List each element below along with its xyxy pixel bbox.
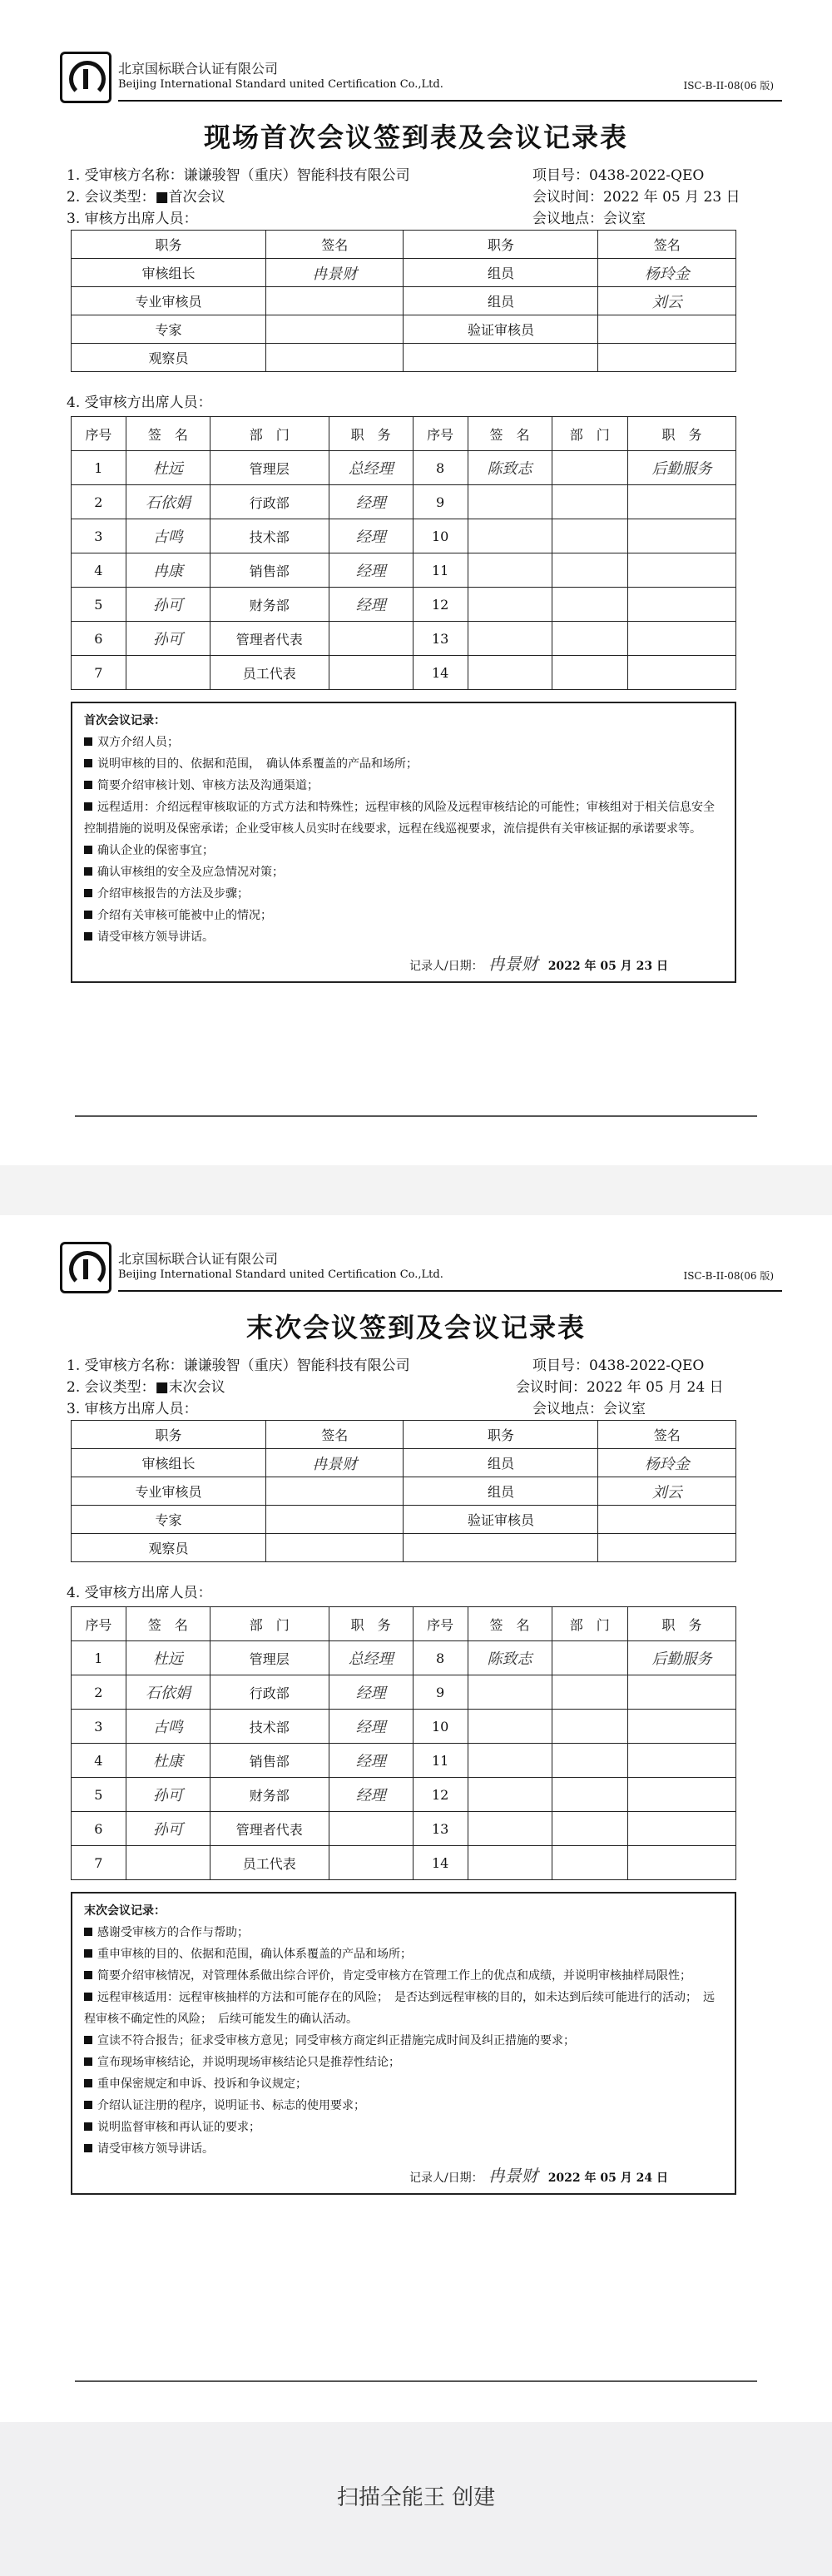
meeting-type: ■首次会议 — [155, 189, 225, 206]
dept-cell: 员工代表 — [210, 1846, 329, 1880]
auditor-label: 3. 审核方出席人员： — [67, 1401, 198, 1417]
dept-cell — [552, 1778, 627, 1812]
seq-cell: 8 — [413, 1641, 468, 1675]
signature-cell: 冉景财 — [265, 259, 404, 287]
signature-cell — [468, 1846, 552, 1880]
seq-cell: 11 — [413, 553, 468, 588]
role-cell — [404, 1534, 598, 1562]
seq-cell: 9 — [413, 1675, 468, 1710]
header-cell: 序号 — [413, 417, 468, 451]
seq-cell: 6 — [72, 1812, 126, 1846]
auditor-table — [71, 230, 736, 372]
position-cell — [329, 622, 413, 656]
project-label: 项目号： — [532, 1357, 589, 1374]
signature-cell: 杜康 — [126, 1744, 210, 1778]
role-cell: 验证审核员 — [404, 315, 598, 344]
meeting-time: 2022 年 05 月 23 日 — [603, 189, 740, 206]
position-cell: 经理 — [329, 588, 413, 622]
dept-cell: 行政部 — [210, 485, 329, 519]
position-cell — [628, 1744, 736, 1778]
record-item: 说明监督审核和再认证的要求； — [84, 2117, 723, 2138]
dept-cell: 技术部 — [210, 1710, 329, 1744]
dept-cell: 技术部 — [210, 519, 329, 553]
meeting-type: ■末次会议 — [155, 1379, 225, 1396]
role-cell: 组员 — [404, 259, 598, 287]
doc-code: ISC-B-II-08(06 版) — [683, 80, 774, 92]
table-row — [72, 259, 736, 287]
recorder-label: 记录人/日期： — [409, 960, 483, 973]
table-row — [72, 1477, 736, 1506]
page-divider — [75, 1115, 757, 1117]
scanner-watermark-footer — [0, 2422, 832, 2576]
signature-cell: 陈致志 — [468, 451, 552, 485]
table-row — [72, 1641, 736, 1675]
dept-cell: 销售部 — [210, 553, 329, 588]
signature-cell — [265, 1534, 404, 1562]
meeting-record-box — [71, 1892, 736, 2195]
header-rule — [118, 1290, 782, 1292]
form-page-1 — [50, 33, 782, 1149]
position-cell — [628, 1846, 736, 1880]
seq-cell: 3 — [72, 1710, 126, 1744]
signature-cell — [598, 1534, 736, 1562]
client-attendees-label: 4. 受审核方出席人员： — [67, 395, 212, 411]
record-item: 重申保密规定和申诉、投诉和争议规定； — [84, 2073, 723, 2095]
signature-cell: 刘云 — [598, 287, 736, 315]
position-cell — [628, 588, 736, 622]
header-cell: 签名 — [598, 231, 736, 259]
client-name: 谦谦骏智（重庆）智能科技有限公司 — [183, 167, 410, 184]
company-logo — [60, 1242, 111, 1293]
auditor-table-header — [72, 1421, 736, 1449]
table-row — [72, 1778, 736, 1812]
position-cell — [628, 622, 736, 656]
seq-cell: 1 — [72, 1641, 126, 1675]
position-cell: 经理 — [329, 1675, 413, 1710]
seq-cell: 8 — [413, 451, 468, 485]
recorder-label: 记录人/日期： — [409, 2171, 483, 2185]
meeting-place: 会议室 — [603, 1401, 646, 1417]
header-cell: 部 门 — [552, 417, 627, 451]
record-item: 说明审核的目的、依据和范围， 确认体系覆盖的产品和场所； — [84, 753, 723, 775]
dept-cell: 销售部 — [210, 1744, 329, 1778]
record-item: 远程适用：介绍远程审核取证的方式方法和特殊性；远程审核的风险及远程审核结论的可能性；审核组对于相关信息安全控制措施的说明及保密承诺；企业受审核人员实时在线要求，远程在线巡视要求，流信提供有关审核证据的承诺要求等。 — [84, 801, 715, 836]
meeting-info — [67, 163, 782, 230]
signature-cell — [468, 553, 552, 588]
scanner-watermark-text: 扫描全能王 创建 — [336, 2485, 496, 2510]
seq-cell: 7 — [72, 656, 126, 690]
client-name: 谦谦骏智（重庆）智能科技有限公司 — [183, 1357, 410, 1374]
seq-cell: 11 — [413, 1744, 468, 1778]
position-cell — [628, 1812, 736, 1846]
role-cell: 专业审核员 — [72, 287, 266, 315]
record-item: 宣布现场审核结论，并说明现场审核结论只是推荐性结论； — [84, 2052, 723, 2073]
client-label: 1. 受审核方名称： — [67, 167, 184, 184]
header-cell: 部 门 — [552, 1607, 627, 1641]
org-name-en: Beijing International Standard united Certification Co.,Ltd. — [118, 78, 443, 91]
seq-cell: 6 — [72, 622, 126, 656]
seq-cell: 7 — [72, 1846, 126, 1880]
page-header — [50, 1223, 782, 1298]
signature-cell: 陈致志 — [468, 1641, 552, 1675]
seq-cell: 14 — [413, 1846, 468, 1880]
signature-cell — [598, 1506, 736, 1534]
signature-cell: 冉康 — [126, 553, 210, 588]
dept-cell — [552, 519, 627, 553]
seq-cell: 2 — [72, 485, 126, 519]
dept-cell: 管理层 — [210, 451, 329, 485]
meeting-time: 2022 年 05 月 24 日 — [587, 1379, 724, 1396]
seq-cell: 10 — [413, 1710, 468, 1744]
table-row — [72, 344, 736, 372]
role-cell: 组员 — [404, 1477, 598, 1506]
dept-cell — [552, 1846, 627, 1880]
record-item: 请受审核方领导讲话。 — [84, 2138, 723, 2160]
signature-cell — [468, 622, 552, 656]
role-cell — [404, 344, 598, 372]
record-item: 介绍认证注册的程序，说明证书、标志的使用要求； — [84, 2095, 723, 2117]
position-cell — [628, 1710, 736, 1744]
record-item: 简要介绍审核情况，对管理体系做出综合评价，肯定受审核方在管理工作上的优点和成绩，并说明审核抽样局限性； — [84, 1965, 723, 1987]
auditor-table-header — [72, 231, 736, 259]
seq-cell: 12 — [413, 1778, 468, 1812]
seq-cell: 5 — [72, 1778, 126, 1812]
header-cell: 签 名 — [126, 417, 210, 451]
time-label: 会议时间： — [532, 189, 603, 206]
client-attendee-table — [71, 416, 736, 690]
dept-cell — [552, 451, 627, 485]
table-row — [72, 1675, 736, 1710]
signature-cell — [468, 485, 552, 519]
signature-cell — [126, 1846, 210, 1880]
seq-cell: 1 — [72, 451, 126, 485]
meeting-record-box — [71, 702, 736, 983]
table-row — [72, 1744, 736, 1778]
record-item: 请受审核方领导讲话。 — [84, 926, 723, 948]
header-cell: 签 名 — [468, 1607, 552, 1641]
position-cell — [329, 1846, 413, 1880]
record-date: 2022 年 05 月 23 日 — [547, 960, 668, 973]
dept-cell: 行政部 — [210, 1675, 329, 1710]
position-cell: 经理 — [329, 519, 413, 553]
page-header — [50, 33, 782, 108]
signature-cell — [598, 344, 736, 372]
form-title: 末次会议签到及会议记录表 — [245, 1312, 586, 1343]
seq-cell: 12 — [413, 588, 468, 622]
signature-cell: 孙可 — [126, 1812, 210, 1846]
dept-cell: 管理者代表 — [210, 622, 329, 656]
project-label: 项目号： — [532, 167, 589, 184]
seq-cell: 9 — [413, 485, 468, 519]
auditor-label: 3. 审核方出席人员： — [67, 211, 198, 227]
seq-cell: 5 — [72, 588, 126, 622]
recorder-signature: 冉景财 — [488, 2166, 538, 2186]
signature-cell — [468, 519, 552, 553]
position-cell: 总经理 — [329, 451, 413, 485]
signature-cell: 杜远 — [126, 1641, 210, 1675]
position-cell: 经理 — [329, 1744, 413, 1778]
table-row — [72, 1534, 736, 1562]
dept-cell — [552, 588, 627, 622]
seq-cell: 13 — [413, 622, 468, 656]
record-item: 双方介绍人员； — [84, 732, 723, 753]
seq-cell: 14 — [413, 656, 468, 690]
dept-cell: 财务部 — [210, 588, 329, 622]
auditor-table — [71, 1420, 736, 1562]
table-row — [72, 1449, 736, 1477]
table-row — [72, 553, 736, 588]
role-cell: 专家 — [72, 1506, 266, 1534]
header-cell: 职 务 — [329, 417, 413, 451]
time-label: 会议时间： — [516, 1379, 587, 1396]
signature-cell — [468, 1744, 552, 1778]
table-row — [72, 1846, 736, 1880]
record-item: 感谢受审核方的合作与帮助； — [84, 1922, 723, 1943]
record-item: 简要介绍审核计划、审核方法及沟通渠道； — [84, 775, 723, 797]
dept-cell: 财务部 — [210, 1778, 329, 1812]
role-cell: 专业审核员 — [72, 1477, 266, 1506]
page-gap — [0, 1165, 832, 1215]
form-page-2 — [50, 1223, 782, 2405]
client-attendee-table — [71, 1606, 736, 1880]
record-item: 宣读不符合报告；征求受审核方意见；同受审核方商定纠正措施完成时间及纠正措施的要求； — [84, 2030, 723, 2052]
position-cell: 经理 — [329, 1710, 413, 1744]
dept-cell — [552, 1744, 627, 1778]
header-cell: 职 务 — [329, 1607, 413, 1641]
seq-cell: 4 — [72, 553, 126, 588]
signature-cell: 古鸣 — [126, 519, 210, 553]
dept-cell — [552, 622, 627, 656]
table-row — [72, 287, 736, 315]
signature-cell — [265, 344, 404, 372]
signature-cell — [468, 588, 552, 622]
record-title: 末次会议记录： — [84, 1904, 166, 1918]
seq-cell: 2 — [72, 1675, 126, 1710]
dept-cell: 管理者代表 — [210, 1812, 329, 1846]
record-date: 2022 年 05 月 24 日 — [547, 2171, 668, 2185]
client-label: 1. 受审核方名称： — [67, 1357, 184, 1374]
role-cell: 观察员 — [72, 344, 266, 372]
client-table-header — [72, 417, 736, 451]
signature-cell — [265, 315, 404, 344]
role-cell: 审核组长 — [72, 259, 266, 287]
position-cell — [628, 485, 736, 519]
record-item: 确认企业的保密事宜； — [84, 840, 723, 861]
header-cell: 职务 — [72, 1421, 266, 1449]
table-row — [72, 1812, 736, 1846]
project-number: 0438-2022-QEO — [589, 167, 705, 184]
signature-cell — [468, 1778, 552, 1812]
header-cell: 职务 — [404, 1421, 598, 1449]
position-cell — [329, 1812, 413, 1846]
signature-cell: 刘云 — [598, 1477, 736, 1506]
record-item: 介绍审核报告的方法及步骤； — [84, 883, 723, 905]
header-rule — [118, 100, 782, 102]
position-cell — [628, 553, 736, 588]
doc-code: ISC-B-II-08(06 版) — [683, 1270, 774, 1282]
record-item: 远程审核适用：远程审核抽样的方法和可能存在的风险； 是否达到远程审核的目的，如未达到后续可能进行的活动； 远程审核不确定性的风险； 后续可能发生的确认活动。 — [84, 1991, 715, 2026]
position-cell: 经理 — [329, 485, 413, 519]
recorder-signature: 冉景财 — [488, 954, 538, 974]
header-cell: 部 门 — [210, 417, 329, 451]
role-cell: 组员 — [404, 1449, 598, 1477]
header-cell: 签名 — [265, 231, 404, 259]
meeting-info — [67, 1353, 782, 1420]
position-cell: 总经理 — [329, 1641, 413, 1675]
signature-cell — [265, 1506, 404, 1534]
signature-cell — [265, 1477, 404, 1506]
form-title: 现场首次会议签到表及会议记录表 — [203, 122, 628, 153]
dept-cell — [552, 553, 627, 588]
header-cell: 签名 — [598, 1421, 736, 1449]
position-cell — [329, 656, 413, 690]
signature-cell — [468, 1675, 552, 1710]
dept-cell — [552, 1812, 627, 1846]
header-cell: 职 务 — [628, 1607, 736, 1641]
client-attendees-label: 4. 受审核方出席人员： — [67, 1585, 212, 1601]
seq-cell: 13 — [413, 1812, 468, 1846]
meeting-place: 会议室 — [603, 211, 646, 227]
record-item: 确认审核组的安全及应急情况对策； — [84, 861, 723, 883]
header-cell: 签 名 — [468, 417, 552, 451]
signature-cell: 冉景财 — [265, 1449, 404, 1477]
signature-cell: 孙可 — [126, 588, 210, 622]
recorder-line — [409, 950, 668, 975]
record-item: 重申审核的目的、依据和范围，确认体系覆盖的产品和场所； — [84, 1943, 723, 1965]
header-cell: 签名 — [265, 1421, 404, 1449]
seq-cell: 4 — [72, 1744, 126, 1778]
signature-cell — [126, 656, 210, 690]
header-cell: 职务 — [404, 231, 598, 259]
signature-cell — [468, 656, 552, 690]
table-row — [72, 1506, 736, 1534]
recorder-line — [409, 2162, 668, 2186]
dept-cell — [552, 656, 627, 690]
table-row — [72, 622, 736, 656]
org-name-cn: 北京国标联合认证有限公司 — [118, 1251, 279, 1267]
signature-cell: 石依娟 — [126, 485, 210, 519]
signature-cell — [468, 1812, 552, 1846]
table-row — [72, 656, 736, 690]
seq-cell: 10 — [413, 519, 468, 553]
header-cell: 职务 — [72, 231, 266, 259]
dept-cell — [552, 1710, 627, 1744]
signature-cell: 杜远 — [126, 451, 210, 485]
position-cell: 后勤服务 — [628, 451, 736, 485]
role-cell: 组员 — [404, 287, 598, 315]
table-row — [72, 315, 736, 344]
header-cell: 职 务 — [628, 417, 736, 451]
client-table-header — [72, 1607, 736, 1641]
position-cell — [628, 1675, 736, 1710]
type-label: 2. 会议类型： — [67, 1379, 156, 1396]
table-row — [72, 588, 736, 622]
header-cell: 序号 — [413, 1607, 468, 1641]
header-cell: 序号 — [72, 1607, 126, 1641]
signature-cell — [598, 315, 736, 344]
record-item: 介绍有关审核可能被中止的情况； — [84, 905, 723, 926]
signature-cell: 孙可 — [126, 1778, 210, 1812]
seq-cell: 3 — [72, 519, 126, 553]
dept-cell — [552, 485, 627, 519]
signature-cell — [468, 1710, 552, 1744]
header-cell: 序号 — [72, 417, 126, 451]
dept-cell: 员工代表 — [210, 656, 329, 690]
header-cell: 部 门 — [210, 1607, 329, 1641]
table-row — [72, 451, 736, 485]
type-label: 2. 会议类型： — [67, 189, 156, 206]
project-number: 0438-2022-QEO — [589, 1357, 705, 1374]
company-logo — [60, 52, 111, 103]
signature-cell: 石依娟 — [126, 1675, 210, 1710]
table-row — [72, 1710, 736, 1744]
table-row — [72, 519, 736, 553]
position-cell — [628, 1778, 736, 1812]
place-label: 会议地点： — [532, 211, 603, 227]
position-cell — [628, 656, 736, 690]
position-cell — [628, 519, 736, 553]
dept-cell — [552, 1675, 627, 1710]
page-divider — [75, 2380, 757, 2382]
record-title: 首次会议记录： — [84, 714, 166, 727]
position-cell: 后勤服务 — [628, 1641, 736, 1675]
signature-cell: 孙可 — [126, 622, 210, 656]
signature-cell: 杨玲金 — [598, 1449, 736, 1477]
org-name-en: Beijing International Standard united Certification Co.,Ltd. — [118, 1268, 443, 1281]
position-cell: 经理 — [329, 1778, 413, 1812]
role-cell: 验证审核员 — [404, 1506, 598, 1534]
dept-cell — [552, 1641, 627, 1675]
position-cell: 经理 — [329, 553, 413, 588]
role-cell: 审核组长 — [72, 1449, 266, 1477]
place-label: 会议地点： — [532, 1401, 603, 1417]
table-row — [72, 485, 736, 519]
dept-cell: 管理层 — [210, 1641, 329, 1675]
signature-cell — [265, 287, 404, 315]
signature-cell: 古鸣 — [126, 1710, 210, 1744]
role-cell: 观察员 — [72, 1534, 266, 1562]
role-cell: 专家 — [72, 315, 266, 344]
signature-cell: 杨玲金 — [598, 259, 736, 287]
org-name-cn: 北京国标联合认证有限公司 — [118, 61, 279, 77]
header-cell: 签 名 — [126, 1607, 210, 1641]
